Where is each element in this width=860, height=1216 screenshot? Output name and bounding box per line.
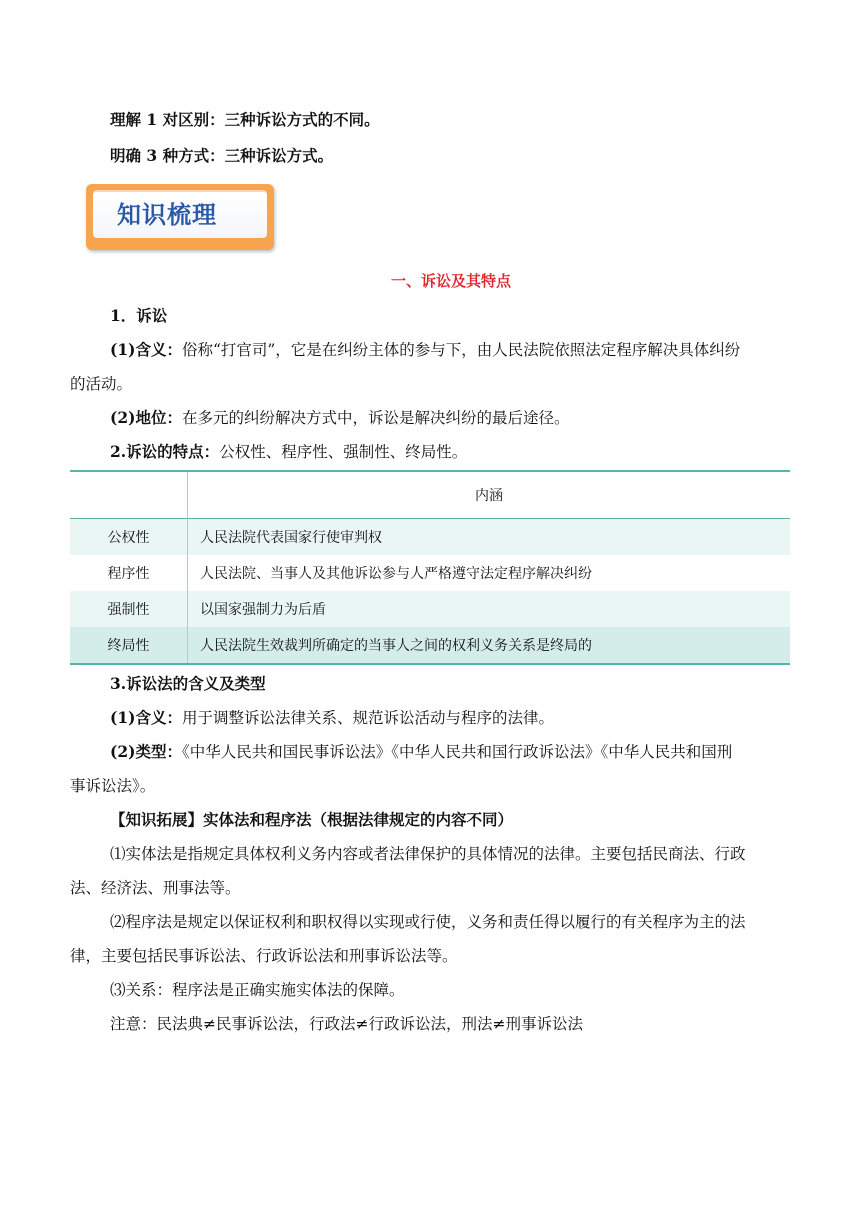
section-title: 一、诉讼及其特点 [390,272,511,290]
table-row [70,627,790,664]
s1-meaning-cont: 的活动。 [70,375,133,393]
s1-meaning-label: (1)含义： [110,340,182,359]
knowledge-banner [86,184,274,250]
table-row [70,555,790,591]
s1-status-text: 在多元的纠纷解决方式中，诉讼是解决纠纷的最后途径。 [181,409,570,427]
table-row [70,519,790,556]
s3-heading: 3.诉讼法的含义及类型 [110,674,266,693]
s2-text: 公权性、程序性、强制性、终局性。 [219,443,468,461]
table-cell-name: 公权性 [70,519,188,556]
s3-types-label: (2)类型： [110,742,182,761]
table-cell-desc: 人民法院、当事人及其他诉讼参与人严格遵守法定程序解决纠纷 [200,566,592,582]
s3-meaning-label: (1)含义： [110,708,182,727]
s1-meaning [110,340,740,360]
table-cell-desc: 人民法院代表国家行使审判权 [188,519,791,556]
s3-types-cont: 事诉讼法》。 [70,777,156,795]
table-header-row [70,471,790,519]
table-cell-name: 程序性 [70,555,188,591]
ext-p1-cont: 法、经济法、刑事法等。 [70,879,241,897]
ext-p2-cont: 律，主要包括民事诉讼法、行政诉讼法和刑事诉讼法等。 [70,947,458,965]
ext-p2: ⑵程序法是规定以保证权利和职权得以实现或行使，义务和责任得以履行的有关程序为主的法 [110,913,746,931]
banner-title: 知识梳理 [117,201,217,229]
s3-types-text: 《中华人民共和国民事诉讼法》《中华人民共和国行政诉讼法》《中华人民共和国刑 [181,743,733,761]
banner-inner [93,190,267,238]
table-row [70,591,790,627]
s3-types [110,742,732,762]
s3-meaning [110,708,554,728]
features-table [70,470,790,665]
table-header-cell: 内涵 [188,471,791,519]
s1-heading: 1．诉讼 [110,306,168,325]
table-cell-desc: 以国家强制力为后盾 [188,591,791,627]
s3-meaning-text: 用于调整诉讼法律关系、规范诉讼活动与程序的法律。 [181,709,554,727]
s2-label: 2.诉讼的特点： [110,442,220,461]
s1-status-label: (2)地位： [110,408,182,427]
table-cell-desc: 人民法院生效裁判所确定的当事人之间的权利义务关系是终局的 [188,627,791,664]
ext-note: 注意：民法典≠民事诉讼法，行政法≠行政诉讼法，刑法≠刑事诉讼法 [110,1015,583,1033]
intro-line-2: 明确 3 种方式：三种诉讼方式。 [110,146,334,165]
table-header-empty [70,471,188,519]
s2-features [110,442,467,462]
ext-p3: ⑶关系：程序法是正确实施实体法的保障。 [110,981,405,999]
ext-p1: ⑴实体法是指规定具体权利义务内容或者法律保护的具体情况的法律。主要包括民商法、行政 [110,845,746,863]
ext-heading: 【知识拓展】实体法和程序法（根据法律规定的内容不同） [110,810,514,829]
s1-meaning-text: 俗称“打官司”，它是在纠纷主体的参与下，由人民法院依照法定程序解决具体纠纷 [181,341,741,359]
intro-line-1: 理解 1 对区别：三种诉讼方式的不同。 [110,110,380,129]
s1-status [110,408,569,428]
table-cell-name: 强制性 [70,591,188,627]
table-cell-name: 终局性 [70,627,188,664]
